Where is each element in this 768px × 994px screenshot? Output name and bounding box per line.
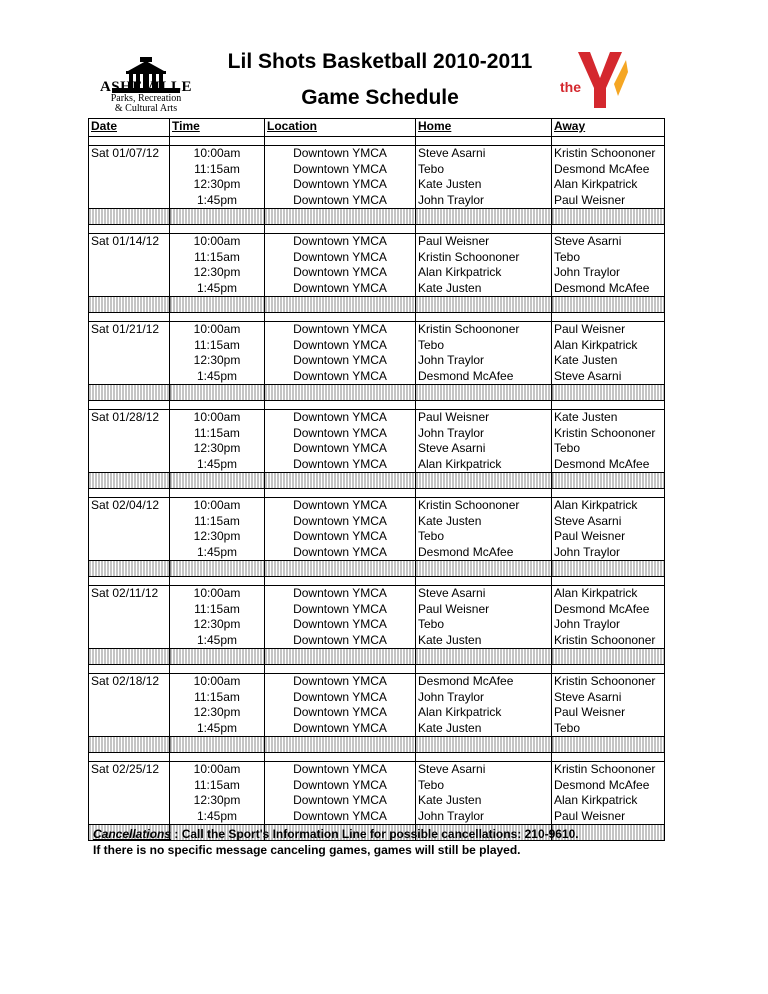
game-home: Desmond McAfee (418, 368, 514, 383)
game-away: Kristin Schoononer (554, 425, 656, 440)
week-locations (265, 322, 416, 385)
game-away: Desmond McAfee (554, 777, 650, 792)
week-row (89, 498, 665, 561)
game-location: Downtown YMCA (293, 674, 387, 688)
game-time: 12:30pm (193, 617, 241, 631)
game-location: Downtown YMCA (293, 762, 387, 776)
notes (93, 826, 693, 858)
col-location: Location (265, 119, 416, 137)
game-home: John Traylor (418, 808, 485, 823)
game-time: 10:00am (193, 410, 241, 424)
date-text: Sat 02/11/12 (91, 586, 159, 600)
week-row (89, 674, 665, 737)
game-location: Downtown YMCA (293, 808, 387, 823)
game-location: Downtown YMCA (293, 777, 387, 792)
game-location: Downtown YMCA (293, 265, 387, 279)
week-date (89, 146, 170, 209)
hatched-separator (89, 561, 665, 577)
game-away: Alan Kirkpatrick (554, 498, 638, 512)
week-locations (265, 586, 416, 649)
game-away: Kate Justen (554, 353, 618, 367)
game-time: 11:15am (194, 601, 240, 616)
hatched-separator (89, 473, 665, 489)
game-away: Paul Weisner (554, 808, 626, 823)
col-date: Date (89, 119, 170, 137)
game-time: 12:30pm (193, 177, 241, 191)
game-time: 10:00am (193, 674, 241, 688)
game-home: John Traylor (418, 425, 485, 440)
game-time: 1:45pm (196, 632, 238, 647)
week-times (170, 498, 265, 561)
week-times (170, 234, 265, 297)
game-home: Steve Asarni (418, 586, 486, 600)
game-location: Downtown YMCA (293, 368, 387, 383)
date-text: Sat 01/14/12 (91, 234, 160, 248)
game-away: Desmond McAfee (554, 280, 650, 295)
game-time: 1:45pm (196, 368, 238, 383)
date-text: Sat 01/07/12 (91, 146, 160, 160)
game-away: Steve Asarni (554, 368, 622, 383)
game-away: Alan Kirkpatrick (554, 177, 638, 191)
game-location: Downtown YMCA (293, 441, 387, 455)
game-home: Steve Asarni (418, 146, 486, 160)
week-locations (265, 674, 416, 737)
game-time: 10:00am (193, 234, 241, 248)
game-home: John Traylor (418, 192, 485, 207)
game-location: Downtown YMCA (293, 632, 387, 647)
game-away: Steve Asarni (554, 234, 622, 248)
game-away: Steve Asarni (554, 513, 622, 528)
week-locations (265, 410, 416, 473)
game-away: Kristin Schoononer (554, 632, 656, 647)
week-home (416, 234, 552, 297)
game-time: 12:30pm (193, 441, 241, 455)
game-away: Paul Weisner (554, 322, 626, 336)
game-away: Kristin Schoononer (554, 674, 656, 688)
hatched-separator (89, 209, 665, 225)
game-time: 12:30pm (193, 353, 241, 367)
game-time: 10:00am (193, 762, 241, 776)
game-location: Downtown YMCA (293, 425, 387, 440)
logo-name: ASHEVILLE (99, 79, 193, 95)
game-home: Kristin Schoononer (418, 249, 520, 264)
week-times (170, 410, 265, 473)
game-location: Downtown YMCA (293, 705, 387, 719)
game-home: Paul Weisner (418, 601, 490, 616)
week-home (416, 146, 552, 209)
game-away: Kristin Schoononer (554, 762, 656, 776)
week-row (89, 762, 665, 825)
game-home: John Traylor (418, 353, 485, 367)
game-location: Downtown YMCA (293, 793, 387, 807)
week-times (170, 586, 265, 649)
week-home (416, 586, 552, 649)
game-location: Downtown YMCA (293, 249, 387, 264)
asheville-logo-text (98, 80, 194, 114)
game-time: 10:00am (193, 498, 241, 512)
week-times (170, 322, 265, 385)
game-away: Paul Weisner (554, 529, 626, 543)
game-location: Downtown YMCA (293, 498, 387, 512)
week-home (416, 410, 552, 473)
game-location: Downtown YMCA (293, 353, 387, 367)
game-away: Desmond McAfee (554, 601, 650, 616)
game-time: 1:45pm (196, 192, 238, 207)
game-time: 1:45pm (196, 456, 238, 471)
game-location: Downtown YMCA (293, 410, 387, 424)
week-away (552, 498, 665, 561)
week-row (89, 586, 665, 649)
hatched-separator (89, 737, 665, 753)
game-home: Kate Justen (418, 793, 482, 807)
game-location: Downtown YMCA (293, 192, 387, 207)
week-row (89, 410, 665, 473)
game-location: Downtown YMCA (293, 146, 387, 160)
game-home: Kristin Schoononer (418, 498, 520, 512)
game-away: Paul Weisner (554, 192, 626, 207)
week-locations (265, 234, 416, 297)
week-date (89, 762, 170, 825)
game-location: Downtown YMCA (293, 337, 387, 352)
week-away (552, 234, 665, 297)
game-home: Steve Asarni (418, 441, 486, 455)
game-home: Tebo (418, 337, 445, 352)
week-times (170, 762, 265, 825)
game-home: Alan Kirkpatrick (418, 265, 502, 279)
game-location: Downtown YMCA (293, 601, 387, 616)
week-away (552, 322, 665, 385)
game-location: Downtown YMCA (293, 689, 387, 704)
game-time: 11:15am (194, 513, 240, 528)
row-gap (89, 225, 665, 234)
game-time: 11:15am (194, 689, 240, 704)
game-location: Downtown YMCA (293, 280, 387, 295)
game-away: Alan Kirkpatrick (554, 793, 638, 807)
week-home (416, 498, 552, 561)
ymca-logo (556, 44, 636, 114)
game-time: 11:15am (194, 249, 240, 264)
game-away: John Traylor (554, 544, 621, 559)
game-location: Downtown YMCA (293, 720, 387, 735)
week-home (416, 674, 552, 737)
game-home: Paul Weisner (418, 410, 490, 424)
game-time: 1:45pm (196, 544, 238, 559)
cancellation-label: Cancellations (93, 827, 172, 841)
row-gap (89, 665, 665, 674)
week-locations (265, 146, 416, 209)
game-home: Kate Justen (418, 513, 482, 528)
notes-line2: If there is no specific message canceling games, games will still be played. (93, 843, 521, 857)
game-home: Kristin Schoononer (418, 322, 520, 336)
week-times (170, 146, 265, 209)
row-gap (89, 577, 665, 586)
date-text: Sat 01/21/12 (91, 322, 160, 336)
game-time: 1:45pm (196, 720, 238, 735)
week-away (552, 146, 665, 209)
game-location: Downtown YMCA (293, 617, 387, 631)
header-row (89, 119, 665, 137)
game-away: Tebo (554, 249, 581, 264)
week-date (89, 322, 170, 385)
game-home: Tebo (418, 529, 445, 543)
game-away: Alan Kirkpatrick (554, 337, 638, 352)
week-times (170, 674, 265, 737)
row-gap (89, 489, 665, 498)
game-location: Downtown YMCA (293, 513, 387, 528)
game-away: Kristin Schoononer (554, 146, 656, 160)
hatched-separator (89, 385, 665, 401)
game-away: Tebo (554, 441, 581, 455)
game-home: Tebo (418, 777, 445, 792)
week-row (89, 234, 665, 297)
game-location: Downtown YMCA (293, 456, 387, 471)
schedule-table (88, 118, 665, 841)
game-location: Downtown YMCA (293, 544, 387, 559)
game-time: 11:15am (194, 337, 240, 352)
game-away: Desmond McAfee (554, 456, 650, 471)
date-text: Sat 02/18/12 (91, 674, 160, 688)
week-date (89, 234, 170, 297)
date-text: Sat 02/25/12 (91, 762, 160, 776)
game-location: Downtown YMCA (293, 234, 387, 248)
game-home: Desmond McAfee (418, 674, 514, 688)
game-away: Kate Justen (554, 410, 618, 424)
week-away (552, 762, 665, 825)
week-locations (265, 762, 416, 825)
game-home: Steve Asarni (418, 762, 486, 776)
game-location: Downtown YMCA (293, 586, 387, 600)
game-home: Tebo (418, 161, 445, 176)
game-away: Tebo (554, 720, 581, 735)
game-away: Paul Weisner (554, 705, 626, 719)
game-home: Desmond McAfee (418, 544, 514, 559)
game-location: Downtown YMCA (293, 177, 387, 191)
game-time: 11:15am (194, 425, 240, 440)
cancellation-line (93, 826, 693, 842)
schedule-body (89, 137, 665, 841)
game-time: 12:30pm (193, 793, 241, 807)
game-time: 12:30pm (193, 265, 241, 279)
logo-line3: & Cultural Arts (114, 103, 178, 114)
week-away (552, 674, 665, 737)
game-home: Tebo (418, 617, 445, 631)
row-gap (89, 401, 665, 410)
game-home: John Traylor (418, 689, 485, 704)
cancellation-text: : Call the Sport's Information Line for possible cancellations: 210-9610. (171, 827, 579, 841)
week-date (89, 674, 170, 737)
week-home (416, 322, 552, 385)
game-time: 1:45pm (196, 280, 238, 295)
game-location: Downtown YMCA (293, 161, 387, 176)
col-home: Home (416, 119, 552, 137)
week-away (552, 586, 665, 649)
hatched-separator (89, 297, 665, 313)
logo-line2: Parks, Recreation (110, 93, 182, 104)
week-date (89, 410, 170, 473)
week-date (89, 498, 170, 561)
game-time: 12:30pm (193, 705, 241, 719)
page-subtitle: Game Schedule (301, 86, 459, 109)
date-text: Sat 01/28/12 (91, 410, 160, 424)
game-home: Alan Kirkpatrick (418, 705, 502, 719)
game-home: Alan Kirkpatrick (418, 456, 502, 471)
game-location: Downtown YMCA (293, 322, 387, 336)
week-away (552, 410, 665, 473)
game-away: Alan Kirkpatrick (554, 586, 638, 600)
hatched-separator (89, 649, 665, 665)
game-time: 10:00am (193, 586, 241, 600)
week-home (416, 762, 552, 825)
col-time: Time (170, 119, 265, 137)
game-away: Steve Asarni (554, 689, 622, 704)
game-time: 1:45pm (196, 808, 238, 823)
page-title: Lil Shots Basketball 2010-2011 (227, 50, 533, 73)
week-row (89, 146, 665, 209)
game-away: John Traylor (554, 265, 621, 279)
game-time: 10:00am (193, 322, 241, 336)
row-gap (89, 313, 665, 322)
game-home: Kate Justen (418, 280, 482, 295)
game-time: 12:30pm (193, 529, 241, 543)
game-time: 11:15am (194, 161, 240, 176)
game-home: Kate Justen (418, 720, 482, 735)
game-location: Downtown YMCA (293, 529, 387, 543)
game-away: Desmond McAfee (554, 161, 650, 176)
game-home: Kate Justen (418, 177, 482, 191)
game-time: 11:15am (194, 777, 240, 792)
week-locations (265, 498, 416, 561)
game-time: 10:00am (193, 146, 241, 160)
week-row (89, 322, 665, 385)
row-gap (89, 137, 665, 146)
ymca-the-text: the (560, 79, 581, 95)
game-home: Kate Justen (418, 632, 482, 647)
game-home: Paul Weisner (418, 234, 490, 248)
col-away: Away (552, 119, 665, 137)
date-text: Sat 02/04/12 (91, 498, 160, 512)
week-date (89, 586, 170, 649)
row-gap (89, 753, 665, 762)
game-away: John Traylor (554, 617, 621, 631)
